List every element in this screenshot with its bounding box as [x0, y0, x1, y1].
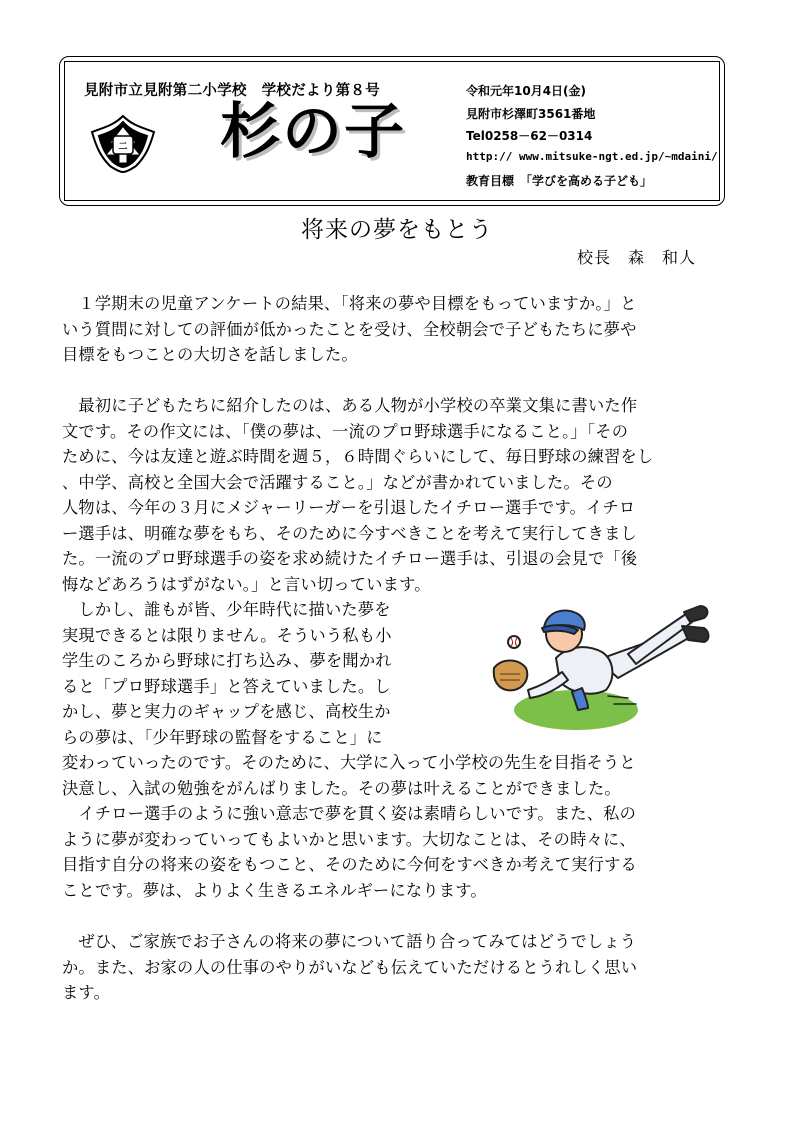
school-tel: Tel0258－62－0314: [466, 129, 593, 143]
paragraph-line: らの夢は、「少年野球の監督をすること」に: [62, 728, 383, 747]
article-headline: 将来の夢をもとう: [301, 217, 493, 243]
svg-text:二: 二: [118, 142, 128, 152]
paragraph-line: 目指す自分の将来の姿をもつこと、そのために今何をすべきか考えて実行する: [62, 855, 637, 874]
paragraph-line: ように夢が変わっていってもよいかと思います。大切なことは、その時々に、: [62, 830, 636, 849]
diving-baseball-player-illustration: [478, 588, 728, 738]
paragraph-line: 変わっていったのです。そのために、大学に入って小学校の先生を目指そうと: [62, 753, 636, 772]
school-emblem-icon: [88, 112, 158, 176]
paragraph-line: 実現できるとは限りません。そういう私も小: [62, 626, 392, 645]
paragraph-line: か。また、お家の人の仕事のやりがいなども伝えていただけるとうれしく思い: [62, 958, 638, 977]
paragraph-line: 文です。その作文には、「僕の夢は、一流のプロ野球選手になること。」「その: [62, 422, 629, 441]
paragraph-line: ます。: [62, 983, 111, 1002]
baseball: [508, 636, 520, 648]
paragraph-line: ために、今は友達と遊ぶ時間を週５，６時間ぐらいにして、毎日野球の練習をし: [62, 447, 654, 466]
paragraph-line: ことです。夢は、よりよく生きるエネルギーになります。: [62, 881, 487, 900]
newsletter-title: 杉の子: [220, 97, 406, 167]
paragraph-line: 学生のころから野球に打ち込み、夢を聞かれ: [62, 651, 392, 670]
paragraph-line: 目標をもつことの大切さを話しました。: [62, 345, 358, 364]
education-goal: 教育目標 「学びを高める子ども」: [466, 174, 653, 188]
issue-date: 令和元年10月4日(金): [466, 84, 587, 98]
player-torso: [556, 647, 612, 694]
article-author: 校長 森 和人: [577, 248, 697, 267]
paragraph-line: かし、夢と実力のギャップを感じ、高校生か: [62, 702, 391, 721]
paragraph-line: 決意し、入試の勉強をがんばりました。その夢は叶えることができました。: [62, 779, 621, 798]
paragraph-line: イチロー選手のように強い意志で夢を貫く姿は素晴らしいです。また、私の: [62, 804, 637, 823]
paragraph-line: １学期末の児童アンケートの結果、「将来の夢や目標をもっていますか。」と: [62, 294, 637, 313]
paragraph-line: しかし、誰もが皆、少年時代に描いた夢を: [62, 600, 391, 619]
school-url: http:// www.mitsuke-ngt.ed.jp/~mdaini/: [466, 150, 718, 163]
paragraph-line: 悔などあろうはずがない。」と言い切っています。: [62, 575, 431, 594]
paragraph-line: ー選手は、明確な夢をもち、そのために今すべきことを考えて実行してきまし: [62, 524, 637, 543]
paragraph-line: ぜひ、ご家族でお子さんの将来の夢について語り合ってみてはどうでしょう: [62, 932, 637, 951]
shoe-back: [684, 606, 707, 622]
paragraph-line: 最初に子どもたちに紹介したのは、ある人物が小学校の卒業文集に書いた作: [62, 396, 638, 415]
baseball-glove: [494, 661, 528, 691]
paragraph-line: 人物は、今年の３月にメジャーリーガーを引退したイチロー選手です。イチロ: [62, 498, 636, 517]
paragraph-line: いう質問に対しての評価が低かったことを受け、全校朝会で子どもたちに夢や: [62, 320, 637, 339]
paragraph-line: た。一流のプロ野球選手の姿を求め続けたイチロー選手は、引退の会見で「後: [62, 549, 638, 568]
paragraph-line: ると「プロ野球選手」と答えていました。し: [62, 677, 391, 696]
school-name-issue: 見附市立見附第二小学校 学校だより第８号: [84, 83, 380, 99]
paragraph-line: 、中学、高校と全国大会で活躍すること。」などが書かれていました。その: [62, 473, 613, 492]
school-address: 見附市杉澤町3561番地: [466, 107, 596, 121]
